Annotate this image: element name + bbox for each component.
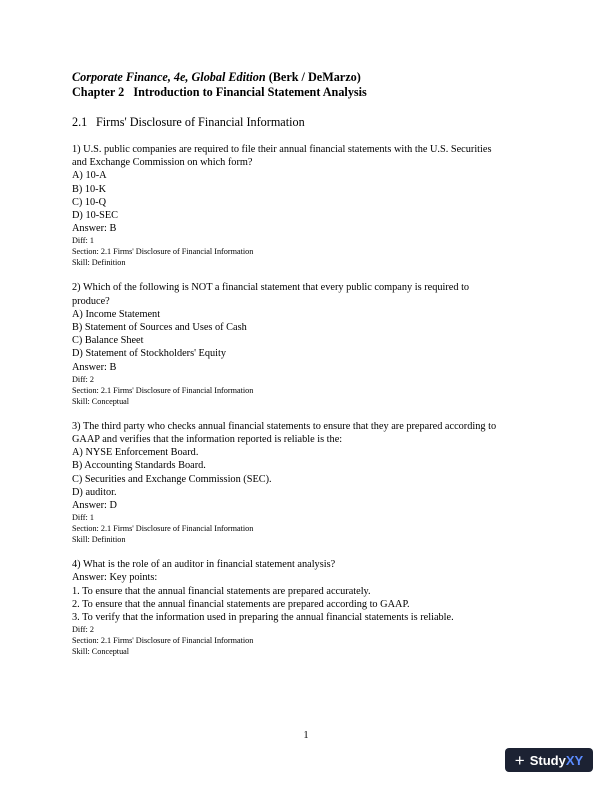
plus-icon: +: [514, 750, 525, 770]
page-number: 1: [303, 730, 309, 741]
question-stem: 3) The third party who checks annual financial statements to ensure that they are prepared according to: [72, 420, 497, 432]
chapter-title: Introduction to Financial Statement Analysis: [133, 85, 367, 99]
question-stem: 1) U.S. public companies are required to file their annual financial statements with the U.S. Securities: [72, 144, 492, 155]
section-ref: Section: 2.1 Firms' Disclosure of Financial Information: [72, 636, 254, 646]
section-title: Firms' Disclosure of Financial Information: [96, 115, 305, 129]
skill: Skill: Conceptual: [72, 647, 130, 657]
answer-option: A) 10-A: [72, 170, 107, 182]
answer-line: Answer: B: [72, 361, 117, 373]
answer-option: C) 10-Q: [72, 196, 107, 208]
answer-option: B) Statement of Sources and Uses of Cash: [72, 322, 247, 334]
skill: Skill: Definition: [72, 258, 126, 268]
section-ref: Section: 2.1 Firms' Disclosure of Financial Information: [72, 524, 254, 534]
question-block: [72, 143, 542, 268]
section-ref: Section: 2.1 Firms' Disclosure of Financial Information: [72, 247, 254, 257]
watermark-text-study: Study: [529, 752, 566, 768]
answer-option: D) auditor.: [72, 486, 117, 498]
key-point: 2. To ensure that the annual financial statements are prepared according to GAAP.: [72, 598, 410, 610]
answer-option: A) Income Statement: [72, 308, 161, 320]
question-stem: 2) Which of the following is NOT a financial statement that every public company is required to: [72, 282, 470, 294]
book-title-line: [72, 70, 542, 85]
answer-option: B) 10-K: [72, 183, 107, 195]
question-stem: produce?: [72, 295, 110, 307]
difficulty: Diff: 1: [72, 513, 94, 523]
skill: Skill: Conceptual: [72, 396, 130, 406]
question-stem: 4) What is the role of an auditor in financial statement analysis?: [72, 559, 336, 571]
book-authors: (Berk / DeMarzo): [268, 70, 361, 84]
answer-option: A) NYSE Enforcement Board.: [72, 447, 199, 459]
answer-line: Answer: B: [72, 223, 117, 235]
chapter-label: Chapter 2: [72, 85, 125, 99]
question-stem: GAAP and verifies that the information reported is reliable is the:: [72, 434, 343, 446]
answer-option: C) Balance Sheet: [72, 335, 144, 347]
question-block: [72, 558, 542, 657]
answer-option: C) Securities and Exchange Commission (SEC).: [72, 473, 272, 485]
question-block: [72, 420, 542, 545]
section-number: 2.1: [72, 115, 88, 129]
skill: Skill: Definition: [72, 535, 126, 545]
key-point: 1. To ensure that the annual financial statements are prepared accurately.: [72, 585, 371, 597]
answer-line: Answer: D: [72, 500, 117, 512]
difficulty: Diff: 2: [72, 374, 94, 384]
section-ref: Section: 2.1 Firms' Disclosure of Financial Information: [72, 385, 254, 395]
answer-option: D) Statement of Stockholders' Equity: [72, 348, 226, 360]
key-point: 3. To verify that the information used in preparing the annual financial statements is reliable.: [72, 612, 454, 624]
question-stem: and Exchange Commission on which form?: [72, 157, 253, 169]
book-title: Corporate Finance, 4e, Global Edition: [72, 70, 266, 84]
book-header: [72, 70, 542, 100]
answer-option: B) Accounting Standards Board.: [72, 460, 206, 472]
section-heading: [72, 115, 542, 130]
document-page: [72, 70, 542, 657]
studyxy-watermark: [505, 748, 593, 772]
question-block: [72, 281, 542, 406]
answer-option: D) 10-SEC: [72, 210, 119, 222]
chapter-line: [72, 85, 542, 100]
difficulty: Diff: 1: [72, 236, 94, 246]
difficulty: Diff: 2: [72, 625, 94, 635]
answer-line: Answer: Key points:: [72, 572, 158, 584]
watermark-text-xy: XY: [565, 752, 584, 768]
